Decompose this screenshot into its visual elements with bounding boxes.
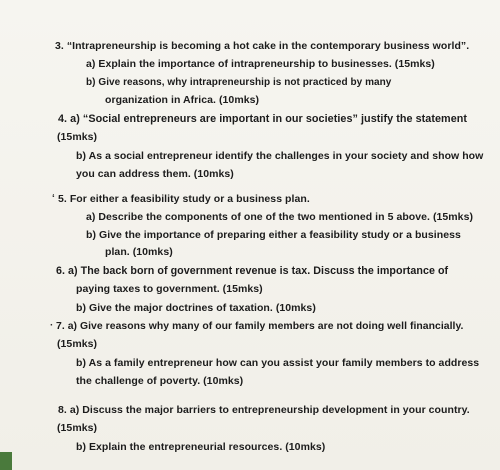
question-8a-marks: (15mks): [57, 422, 98, 434]
question-6a-continued: paying taxes to government. (15mks): [76, 283, 263, 295]
question-6b: b) Give the major doctrines of taxation. (10mks): [76, 302, 316, 314]
question-7b-continued: the challenge of poverty. (10mks): [76, 375, 244, 387]
question-7b: b) As a family entrepreneur how can you assist your family members to address: [76, 357, 480, 369]
question-6a: 6. a) The back born of government revenue is tax. Discuss the importance of: [56, 265, 449, 277]
question-4b-continued: you can address them. (10mks): [76, 168, 234, 180]
question-5a: a) Describe the components of one of the two mentioned in 5 above. (15mks): [86, 211, 474, 223]
question-7a: 7. a) Give reasons why many of our family members are not doing well financially.: [56, 321, 464, 332]
question-3b-continued: organization in Africa. (10mks): [105, 94, 260, 106]
question-8b: b) Explain the entrepreneurial resources. (10mks): [76, 441, 326, 453]
question-3a: a) Explain the importance of intrapreneurship to businesses. (15mks): [86, 58, 435, 70]
question-3-stem: 3. “Intrapreneurship is becoming a hot cake in the contemporary business world”.: [55, 40, 470, 52]
question-7a-marks: (15mks): [57, 338, 98, 350]
question-4a-marks: (15mks): [57, 131, 98, 143]
question-4a: 4. a) “Social entrepreneurs are important in our societies” justify the statement: [58, 113, 468, 125]
question-5-margin-mark: ʻ: [52, 193, 55, 204]
question-5b: b) Give the importance of preparing either a feasibility study or a business: [86, 229, 461, 241]
question-7-margin-mark: ·: [50, 320, 54, 331]
question-3b: b) Give reasons, why intrapreneurship is not practiced by many: [86, 77, 392, 88]
question-8a: 8. a) Discuss the major barriers to entrepreneurship development in your country.: [58, 404, 470, 416]
question-5b-continued: plan. (10mks): [105, 246, 173, 258]
question-4b: b) As a social entrepreneur identify the challenges in your society and show how: [76, 150, 484, 162]
corner-clip-mark: [0, 452, 12, 470]
question-5-stem: 5. For either a feasibility study or a business plan.: [58, 193, 310, 205]
